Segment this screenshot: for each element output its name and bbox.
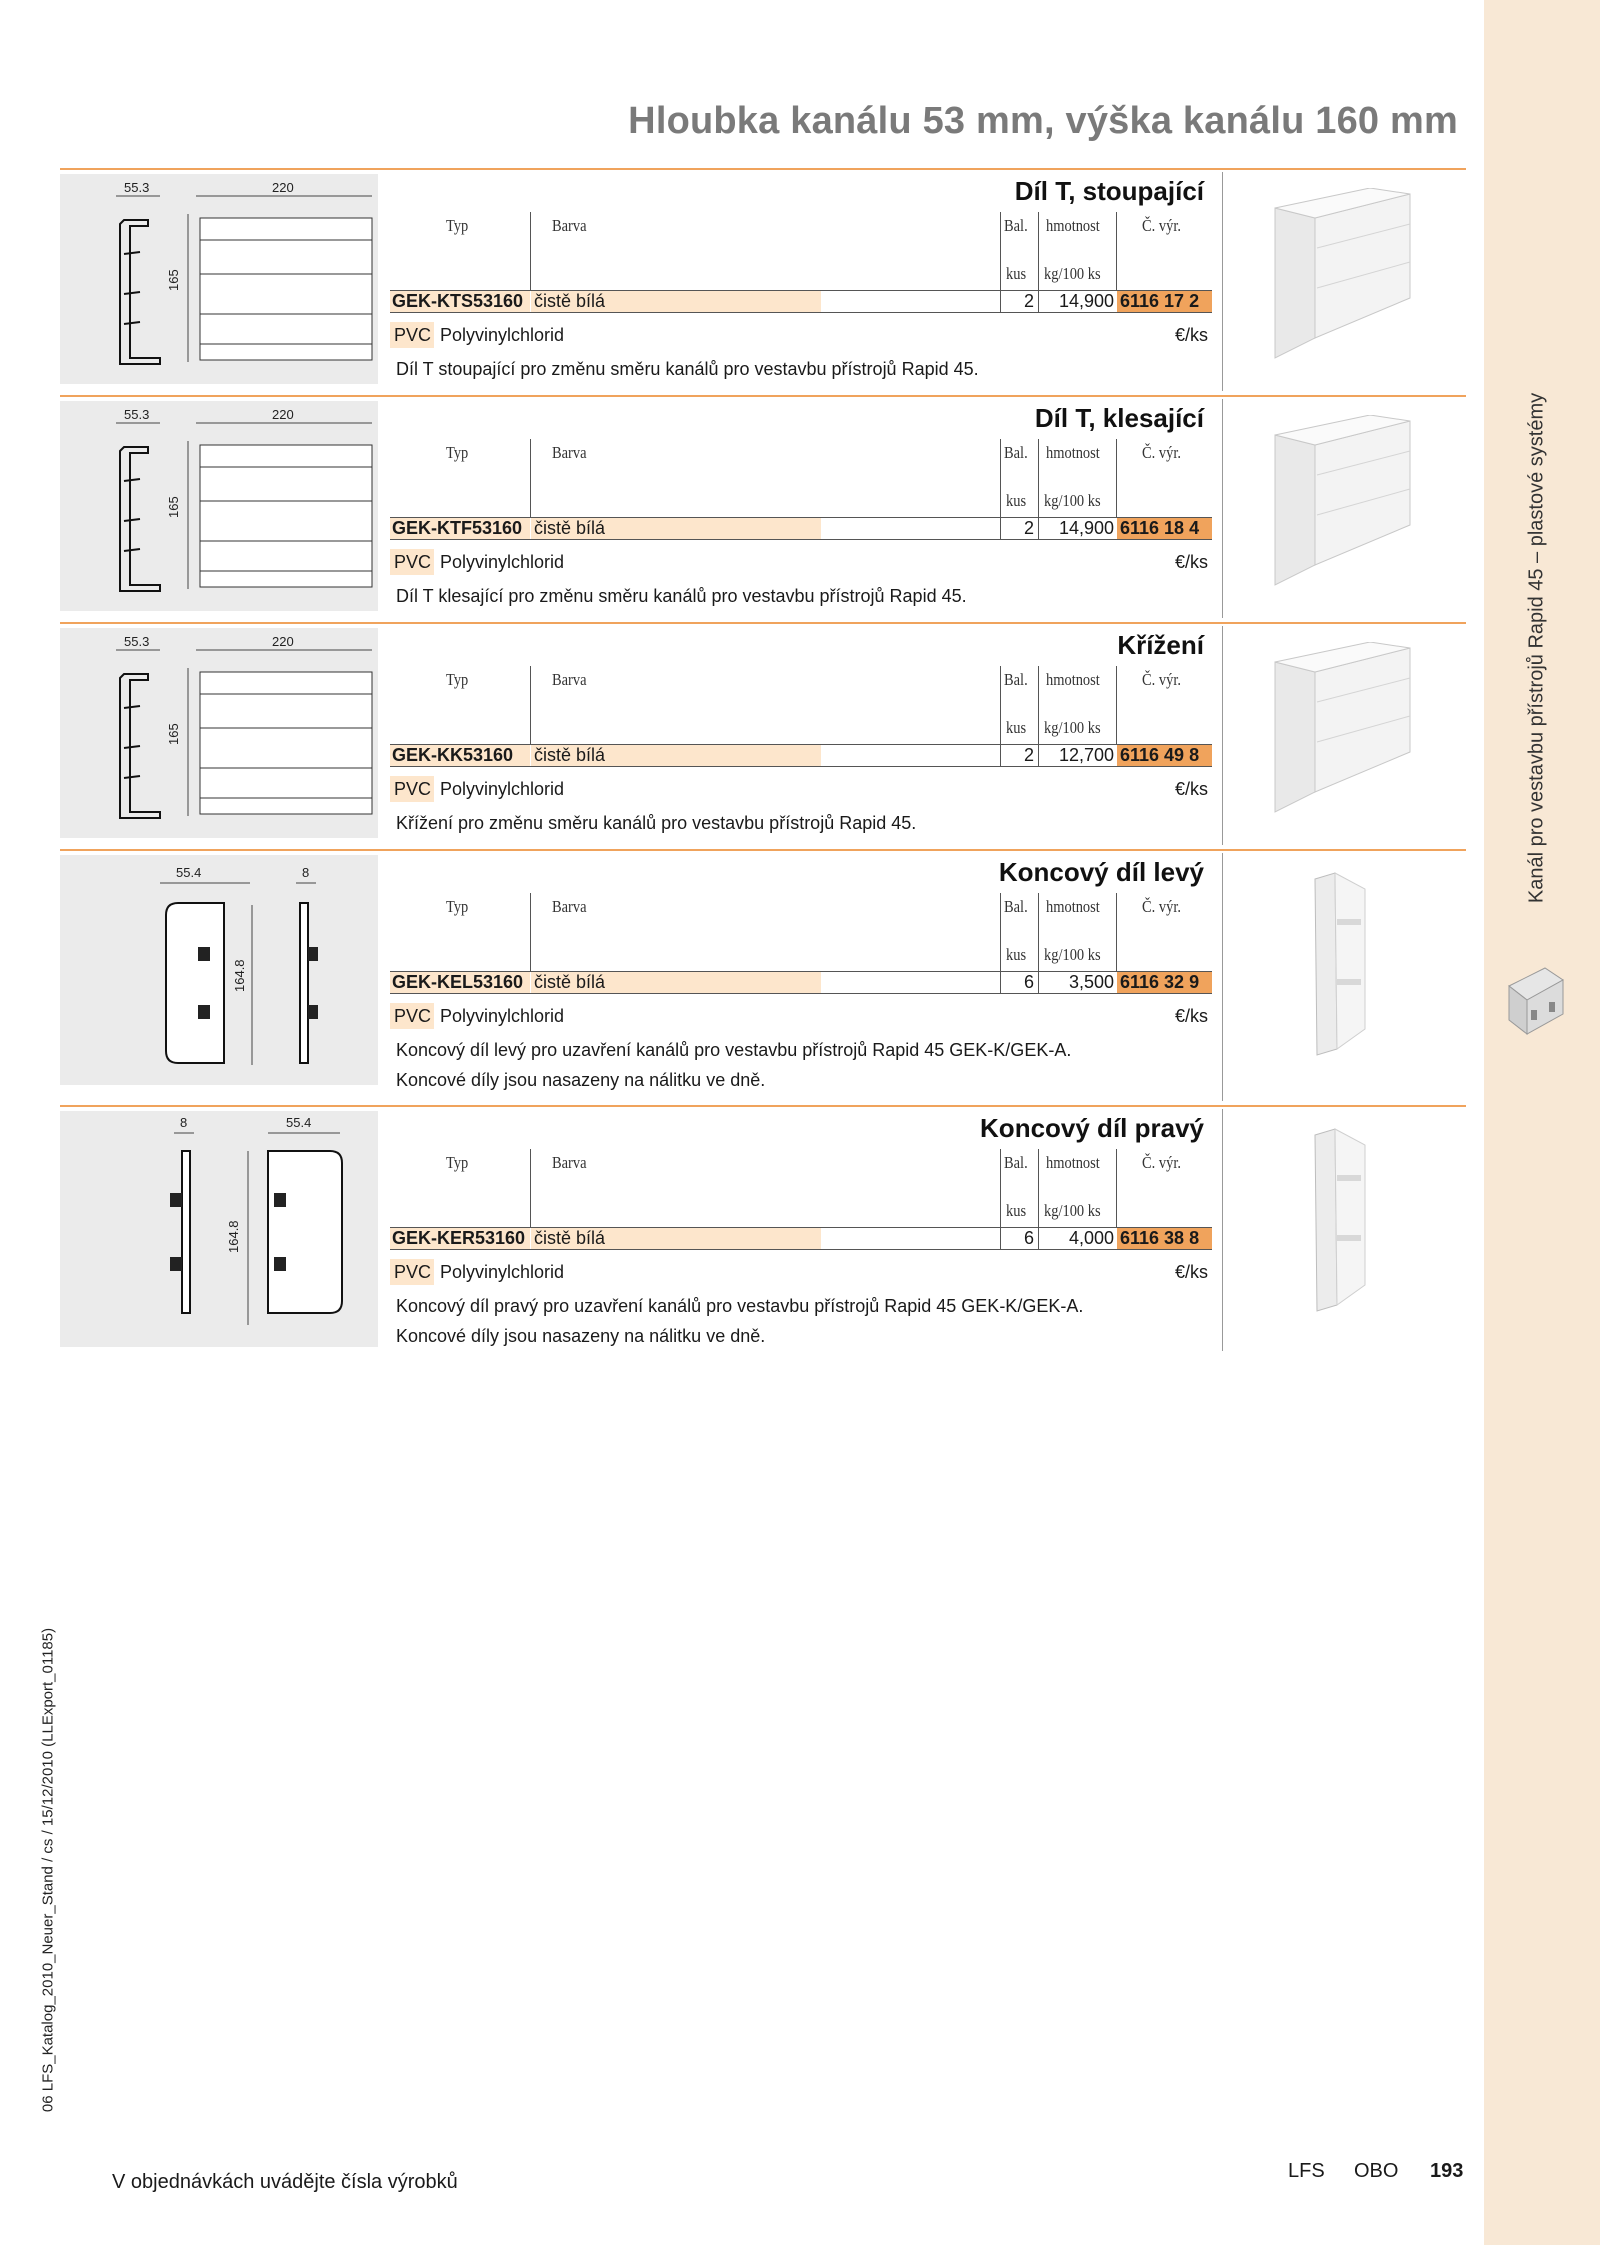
footer-note: V objednávkách uvádějte čísla výrobků xyxy=(112,2171,458,2193)
header-cvyr: Č. výr. xyxy=(1142,670,1181,689)
col-sep xyxy=(1116,893,1117,971)
product-color: čistě bílá xyxy=(534,518,606,538)
technical-drawing xyxy=(60,174,378,384)
product-info xyxy=(390,1105,1222,1355)
col-sep xyxy=(1116,666,1117,744)
header-typ: Typ xyxy=(446,443,469,462)
col-sep xyxy=(530,439,531,517)
technical-drawing xyxy=(60,628,378,838)
product-bal: 2 xyxy=(1023,291,1034,311)
header-barva: Barva xyxy=(552,216,587,235)
footer-brand-lfs: LFS xyxy=(1288,2160,1325,2182)
header-typ: Typ xyxy=(446,670,469,689)
header-bal: Bal. xyxy=(1004,443,1028,462)
product-code: 6116 32 9 xyxy=(1120,972,1200,992)
header-kg: kg/100 ks xyxy=(1044,491,1101,510)
product-color: čistě bílá xyxy=(534,1228,606,1248)
page-title: Hloubka kanálu 53 mm, výška kanálu 160 mm xyxy=(628,100,1458,142)
header-bal: Bal. xyxy=(1004,897,1028,916)
header-barva: Barva xyxy=(552,443,587,462)
side-strip xyxy=(1484,0,1600,2245)
dim-length-label: 220 xyxy=(272,407,294,422)
header-hmotnost: hmotnost xyxy=(1046,216,1100,235)
product-bal: 6 xyxy=(1023,972,1034,992)
product-code: 6116 18 4 xyxy=(1120,518,1200,538)
dim-thickness-label: 8 xyxy=(302,865,310,880)
material-code: PVC xyxy=(394,325,432,345)
product-weight: 14,900 xyxy=(1058,291,1114,311)
header-hmotnost: hmotnost xyxy=(1046,443,1100,462)
product-bal: 2 xyxy=(1023,745,1034,765)
header-bal: Bal. xyxy=(1004,216,1028,235)
product-section xyxy=(0,168,1484,395)
product-type: GEK-KEL53160 xyxy=(392,972,524,992)
product-info xyxy=(390,168,1222,395)
dim-width-label: 55.3 xyxy=(124,180,150,195)
product-info xyxy=(390,395,1222,622)
product-bal: 6 xyxy=(1023,1228,1034,1248)
product-section xyxy=(0,622,1484,849)
dim-length-label: 220 xyxy=(272,634,294,649)
product-info xyxy=(390,849,1222,1105)
col-sep xyxy=(1116,439,1117,517)
material-name: Polyvinylchlorid xyxy=(440,779,565,799)
header-kus: kus xyxy=(1006,1201,1027,1220)
photo-divider xyxy=(1222,626,1223,845)
product-photo xyxy=(1265,642,1415,827)
product-title: Koncový díl levý xyxy=(998,857,1204,887)
product-info xyxy=(390,622,1222,849)
product-photo xyxy=(1265,869,1415,1064)
dim-height-label: 164.8 xyxy=(226,1220,241,1253)
header-kus: kus xyxy=(1006,945,1027,964)
header-hmotnost: hmotnost xyxy=(1046,897,1100,916)
price-unit: €/ks xyxy=(1174,325,1208,345)
photo-divider xyxy=(1222,172,1223,391)
product-photo xyxy=(1265,1125,1415,1320)
price-unit: €/ks xyxy=(1174,779,1208,799)
header-cvyr: Č. výr. xyxy=(1142,1153,1181,1172)
product-type: GEK-KTS53160 xyxy=(392,291,524,311)
header-bal: Bal. xyxy=(1004,670,1028,689)
material-code: PVC xyxy=(394,1262,432,1282)
material-name: Polyvinylchlorid xyxy=(440,1006,565,1026)
dim-height-label: 165 xyxy=(166,496,181,518)
col-sep xyxy=(530,893,531,971)
price-unit: €/ks xyxy=(1174,552,1208,572)
dim-height-label: 164.8 xyxy=(232,959,247,992)
product-code: 6116 49 8 xyxy=(1120,745,1200,765)
product-photo xyxy=(1265,415,1415,600)
product-code: 6116 38 8 xyxy=(1120,1228,1200,1248)
technical-drawing xyxy=(60,1111,378,1347)
material-name: Polyvinylchlorid xyxy=(440,1262,565,1282)
row-line xyxy=(390,993,1212,994)
header-typ: Typ xyxy=(446,1153,469,1172)
material-name: Polyvinylchlorid xyxy=(440,325,565,345)
col-sep xyxy=(530,666,531,744)
product-code: 6116 17 2 xyxy=(1120,291,1200,311)
product-color: čistě bílá xyxy=(534,745,606,765)
header-kg: kg/100 ks xyxy=(1044,264,1101,283)
material-code: PVC xyxy=(394,779,432,799)
price-unit: €/ks xyxy=(1174,1006,1208,1026)
header-kg: kg/100 ks xyxy=(1044,718,1101,737)
product-type: GEK-KER53160 xyxy=(392,1228,526,1248)
header-typ: Typ xyxy=(446,897,469,916)
header-barva: Barva xyxy=(552,1153,587,1172)
product-description: Koncový díl levý pro uzavření kanálů pro vestavbu přístrojů Rapid 45 GEK-K/GEK-A. xyxy=(396,1040,1072,1060)
row-line xyxy=(390,312,1212,313)
row-line xyxy=(390,766,1212,767)
header-bal: Bal. xyxy=(1004,1153,1028,1172)
header-hmotnost: hmotnost xyxy=(1046,670,1100,689)
col-sep xyxy=(530,212,531,290)
export-info-text: 06 LFS_Katalog_2010_Neuer_Stand / cs / 15/12/2010 (LLExport_01185) xyxy=(39,1627,57,2113)
technical-drawing xyxy=(60,401,378,611)
product-description-note: Koncové díly jsou nasazeny na nálitku ve dně. xyxy=(396,1326,766,1346)
product-bal: 2 xyxy=(1023,518,1034,538)
product-type: GEK-KK53160 xyxy=(392,745,514,765)
header-kus: kus xyxy=(1006,718,1027,737)
product-description: Koncový díl pravý pro uzavření kanálů pro vestavbu přístrojů Rapid 45 GEK-K/GEK-A. xyxy=(396,1296,1084,1316)
header-cvyr: Č. výr. xyxy=(1142,897,1181,916)
header-kus: kus xyxy=(1006,264,1027,283)
dim-thickness-label: 8 xyxy=(180,1115,188,1130)
technical-drawing xyxy=(60,855,378,1085)
product-description-note: Koncové díly jsou nasazeny na nálitku ve dně. xyxy=(396,1070,766,1090)
product-weight: 3,500 xyxy=(1068,972,1114,992)
product-title: Díl T, klesající xyxy=(1034,403,1204,433)
dim-length-label: 220 xyxy=(272,180,294,195)
material-code: PVC xyxy=(394,1006,432,1026)
row-line xyxy=(390,1249,1212,1250)
header-kg: kg/100 ks xyxy=(1044,1201,1101,1220)
footer-brand-obo: OBO xyxy=(1354,2160,1399,2182)
header-hmotnost: hmotnost xyxy=(1046,1153,1100,1172)
product-type: GEK-KTF53160 xyxy=(392,518,523,538)
header-typ: Typ xyxy=(446,216,469,235)
dim-height-label: 165 xyxy=(166,269,181,291)
product-section xyxy=(0,395,1484,622)
product-section xyxy=(0,1105,1484,1355)
product-photo xyxy=(1265,188,1415,373)
product-description: Křížení pro změnu směru kanálů pro vestavbu přístrojů Rapid 45. xyxy=(396,813,917,833)
side-chapter-text: Kanál pro vestavbu přístrojů Rapid 45 – plastové systémy xyxy=(1525,392,1548,904)
product-section xyxy=(0,849,1484,1105)
header-kg: kg/100 ks xyxy=(1044,945,1101,964)
product-color: čistě bílá xyxy=(534,291,606,311)
product-weight: 14,900 xyxy=(1058,518,1114,538)
product-description: Díl T stoupající pro změnu směru kanálů pro vestavbu přístrojů Rapid 45. xyxy=(396,359,979,379)
header-cvyr: Č. výr. xyxy=(1142,443,1181,462)
col-sep xyxy=(530,1149,531,1227)
channel-thumbnail-icon xyxy=(1505,966,1565,1036)
photo-divider xyxy=(1222,853,1223,1101)
material-code: PVC xyxy=(394,552,432,572)
dim-width-label: 55.3 xyxy=(124,634,150,649)
product-color: čistě bílá xyxy=(534,972,606,992)
header-kus: kus xyxy=(1006,491,1027,510)
col-sep xyxy=(1116,1149,1117,1227)
dim-width-label: 55.4 xyxy=(286,1115,312,1130)
product-title: Díl T, stoupající xyxy=(1014,176,1204,206)
row-line xyxy=(390,539,1212,540)
header-barva: Barva xyxy=(552,670,587,689)
dim-width-label: 55.3 xyxy=(124,407,150,422)
photo-divider xyxy=(1222,399,1223,618)
header-barva: Barva xyxy=(552,897,587,916)
product-title: Křížení xyxy=(1117,630,1204,660)
photo-divider xyxy=(1222,1109,1223,1351)
material-name: Polyvinylchlorid xyxy=(440,552,565,572)
page-number: 193 xyxy=(1430,2160,1464,2182)
product-weight: 4,000 xyxy=(1068,1228,1114,1248)
price-unit: €/ks xyxy=(1174,1262,1208,1282)
product-weight: 12,700 xyxy=(1058,745,1114,765)
product-title: Koncový díl pravý xyxy=(980,1113,1204,1143)
product-description: Díl T klesající pro změnu směru kanálů pro vestavbu přístrojů Rapid 45. xyxy=(396,586,967,606)
col-sep xyxy=(1116,212,1117,290)
dim-width-label: 55.4 xyxy=(176,865,202,880)
dim-height-label: 165 xyxy=(166,723,181,745)
header-cvyr: Č. výr. xyxy=(1142,216,1181,235)
